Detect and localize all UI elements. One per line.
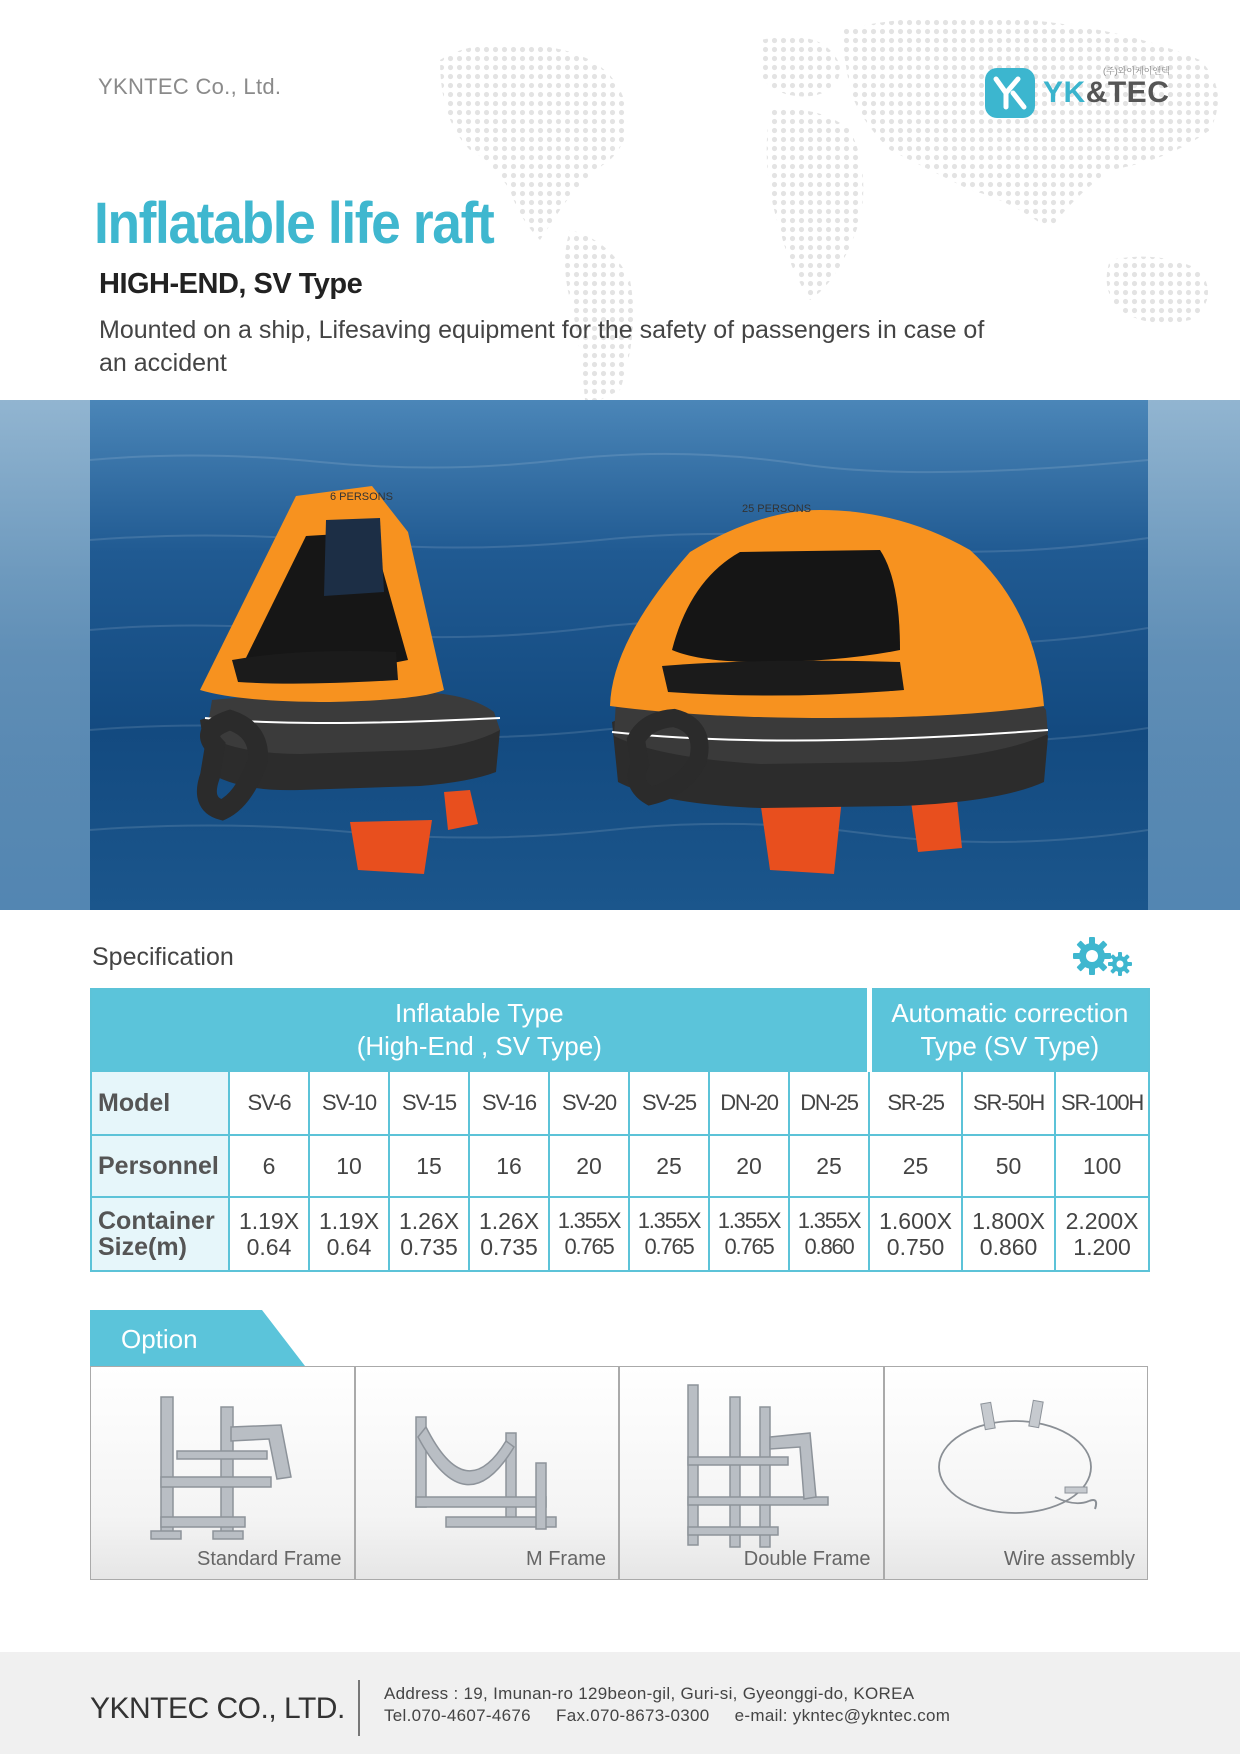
company-logo xyxy=(985,64,1170,120)
size-cell: 1.600X 0.750 xyxy=(869,1197,962,1271)
personnel-cell: 20 xyxy=(709,1135,789,1197)
footer-divider xyxy=(358,1680,360,1736)
model-cell: SR-100H xyxy=(1055,1071,1149,1135)
option-item-wire-assembly xyxy=(885,1367,1148,1579)
raft-6-persons xyxy=(200,486,500,874)
row-label-personnel: Personnel xyxy=(91,1135,229,1197)
size-cell: 1.355X 0.765 xyxy=(549,1197,629,1271)
footer-email[interactable]: e-mail: ykntec@ykntec.com xyxy=(734,1706,951,1725)
size-cell: 1.19X 0.64 xyxy=(229,1197,309,1271)
personnel-cell: 6 xyxy=(229,1135,309,1197)
product-description: Mounted on a ship, Lifesaving equipment for the safety of passengers in case of an accident xyxy=(99,316,985,377)
life-raft-photo xyxy=(0,400,1240,910)
model-cell: SV-16 xyxy=(469,1071,549,1135)
svg-text:6 PERSONS: 6 PERSONS xyxy=(330,491,393,503)
model-cell: SV-20 xyxy=(549,1071,629,1135)
footer-tel: Tel.070-4607-4676 xyxy=(384,1706,531,1725)
logo-korean-text: (주)와이케이앤텍 xyxy=(1103,66,1170,76)
header-company-name: YKNTEC Co., Ltd. xyxy=(98,74,282,99)
model-cell: SV-10 xyxy=(309,1071,389,1135)
table-row-personnel xyxy=(91,1135,1149,1197)
personnel-cell: 15 xyxy=(389,1135,469,1197)
model-cell: SV-15 xyxy=(389,1071,469,1135)
footer-company-name: YKNTEC CO., LTD. xyxy=(90,1692,345,1725)
table-group-header-row xyxy=(91,989,1149,1071)
product-title: Inflatable life raft xyxy=(94,191,494,256)
personnel-cell: 25 xyxy=(869,1135,962,1197)
raft-25-persons xyxy=(610,503,1048,874)
svg-text:25 PERSONS: 25 PERSONS xyxy=(742,503,812,515)
size-cell: 1.26X 0.735 xyxy=(389,1197,469,1271)
size-cell: 2.200X 1.200 xyxy=(1055,1197,1149,1271)
size-cell: 1.19X 0.64 xyxy=(309,1197,389,1271)
size-cell: 1.355X 0.765 xyxy=(629,1197,709,1271)
footer-fax: Fax.070-8673-0300 xyxy=(556,1706,710,1725)
life-raft-illustration xyxy=(0,400,1240,910)
model-cell: SR-50H xyxy=(962,1071,1055,1135)
personnel-cell: 10 xyxy=(309,1135,389,1197)
option-item-standard-frame xyxy=(91,1367,356,1579)
model-cell: SV-6 xyxy=(229,1071,309,1135)
product-subtitle: HIGH-END, SV Type xyxy=(99,268,363,300)
footer-address: Address : 19, Imunan-ro 129beon-gil, Guri-si, Gyeonggi-do, KOREA xyxy=(384,1684,915,1703)
size-cell: 1.800X 0.860 xyxy=(962,1197,1055,1271)
personnel-cell: 25 xyxy=(789,1135,869,1197)
footer-contact xyxy=(384,1706,950,1726)
personnel-cell: 100 xyxy=(1055,1135,1149,1197)
option-item-double-frame xyxy=(620,1367,885,1579)
personnel-cell: 25 xyxy=(629,1135,709,1197)
logo-text: YK&TEC xyxy=(1043,76,1170,109)
gears-icon xyxy=(1070,934,1140,980)
model-cell: SR-25 xyxy=(869,1071,962,1135)
option-label: M Frame xyxy=(526,1548,606,1570)
specification-table xyxy=(90,988,1150,1272)
size-cell: 1.355X 0.860 xyxy=(789,1197,869,1271)
size-cell: 1.355X 0.765 xyxy=(709,1197,789,1271)
model-cell: DN-25 xyxy=(789,1071,869,1135)
table-row-model xyxy=(91,1071,1149,1135)
personnel-cell: 16 xyxy=(469,1135,549,1197)
size-cell: 1.26X 0.735 xyxy=(469,1197,549,1271)
personnel-cell: 50 xyxy=(962,1135,1055,1197)
row-label-model: Model xyxy=(91,1071,229,1135)
row-label-container-size: Container Size(m) xyxy=(91,1197,229,1271)
option-label: Double Frame xyxy=(743,1548,871,1570)
model-cell: SV-25 xyxy=(629,1071,709,1135)
option-heading: Option xyxy=(121,1324,198,1354)
table-row-container-size xyxy=(91,1197,1149,1271)
option-label: Standard Frame xyxy=(196,1548,342,1570)
group-inflatable-type: Inflatable Type (High-End , SV Type) xyxy=(91,989,869,1071)
specification-heading: Specification xyxy=(92,943,234,971)
logo-mark-icon xyxy=(985,68,1035,118)
group-automatic-correction-type: Automatic correction Type (SV Type) xyxy=(869,989,1149,1071)
option-label: Wire assembly xyxy=(1003,1548,1135,1570)
model-cell: DN-20 xyxy=(709,1071,789,1135)
option-grid xyxy=(90,1366,1148,1580)
personnel-cell: 20 xyxy=(549,1135,629,1197)
option-item-m-frame xyxy=(356,1367,621,1579)
